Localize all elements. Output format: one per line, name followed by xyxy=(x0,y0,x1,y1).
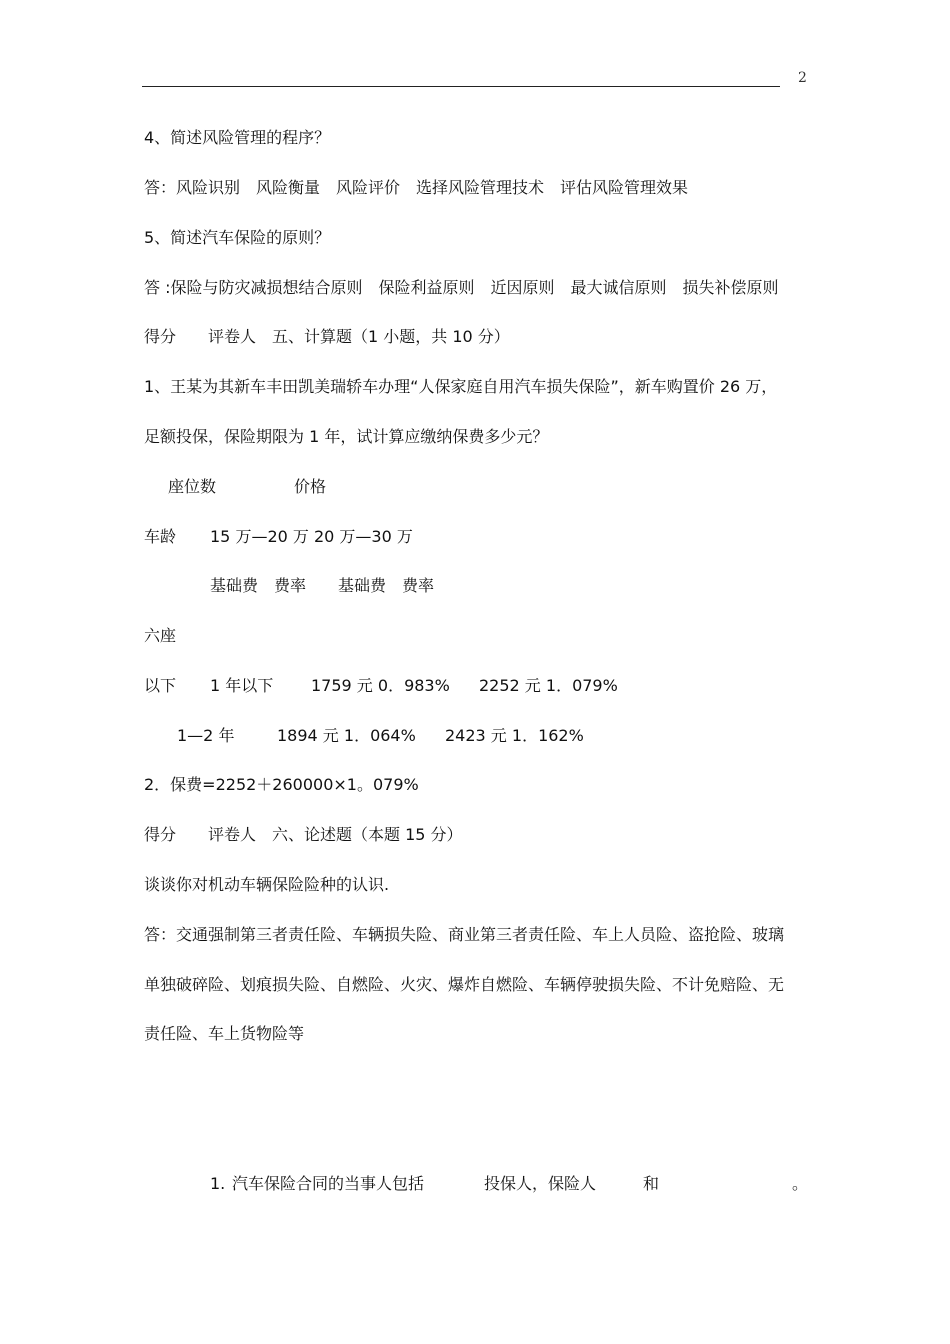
question-5: 5、简述汽车保险的原则？ xyxy=(144,228,331,247)
page-number: 2 xyxy=(798,70,807,86)
rate-table-row-2-base1: 1894 元 1．064% xyxy=(277,726,416,745)
rate-table-row-2-base2: 2423 元 1．162% xyxy=(445,726,584,745)
essay-answer-line3: 责任险、车上货物险等 xyxy=(144,1024,305,1043)
rate-table-header-car-age: 车龄 xyxy=(144,527,177,546)
essay-answer-line2: 单独破碎险、划痕损失险、自燃险、火灾、爆炸自燃险、车辆停驶损失险、不计免赔险、无 xyxy=(144,975,785,994)
fill-blank-answer: 投保人，保险人 xyxy=(484,1174,597,1193)
fill-blank-number: 1. xyxy=(210,1174,226,1193)
rate-table-row-1-base2: 2252 元 1．079% xyxy=(479,676,618,695)
section-6-header: 得分 评卷人 六、论述题（本题 15 分） xyxy=(144,825,463,844)
rate-table-price-range: 15 万—20 万 20 万—30 万 xyxy=(210,527,413,546)
rate-table-seats-line2: 以下 xyxy=(144,676,177,695)
rate-table-seats-line1: 六座 xyxy=(144,626,177,645)
header-rule xyxy=(142,86,780,87)
premium-formula: 2．保费=2252＋260000×1。079% xyxy=(144,775,419,794)
fill-blank-end: 。 xyxy=(792,1174,809,1193)
rate-table-header-seats: 座位数 xyxy=(168,477,217,496)
rate-table-row-1-age: 1 年以下 xyxy=(210,676,274,695)
calc-question-1-part2: 足额投保，保险期限为 1 年，试计算应缴纳保费多少元？ xyxy=(144,427,549,446)
essay-question: 谈谈你对机动车辆保险险种的认识. xyxy=(144,875,390,894)
fill-blank-question xyxy=(210,1174,810,1294)
rate-table-sub-headers: 基础费 费率 基础费 费率 xyxy=(210,576,435,595)
rate-table-header-price: 价格 xyxy=(294,477,327,496)
answer-4: 答：风险识别 风险衡量 风险评价 选择风险管理技术 评估风险管理效果 xyxy=(144,178,689,197)
rate-table-row-2-age: 1—2 年 xyxy=(177,726,235,745)
calc-question-1-part1: 1、王某为其新车丰田凯美瑞轿车办理“人保家庭自用汽车损失保险”，新车购置价 26 万， xyxy=(144,377,778,396)
fill-blank-text: 汽车保险合同的当事人包括 xyxy=(232,1174,425,1193)
answer-5: 答 :保险与防灾减损想结合原则 保险利益原则 近因原则 最大诚信原则 损失补偿原则 xyxy=(144,278,779,297)
section-5-header: 得分 评卷人 五、计算题（1 小题，共 10 分） xyxy=(144,327,510,346)
essay-answer-line1: 答：交通强制第三者责任险、车辆损失险、商业第三者责任险、车上人员险、盗抢险、玻璃 xyxy=(144,925,785,944)
fill-blank-conj: 和 xyxy=(643,1174,660,1193)
rate-table-row-1-base1: 1759 元 0．983% xyxy=(311,676,450,695)
question-4: 4、简述风险管理的程序？ xyxy=(144,128,331,147)
